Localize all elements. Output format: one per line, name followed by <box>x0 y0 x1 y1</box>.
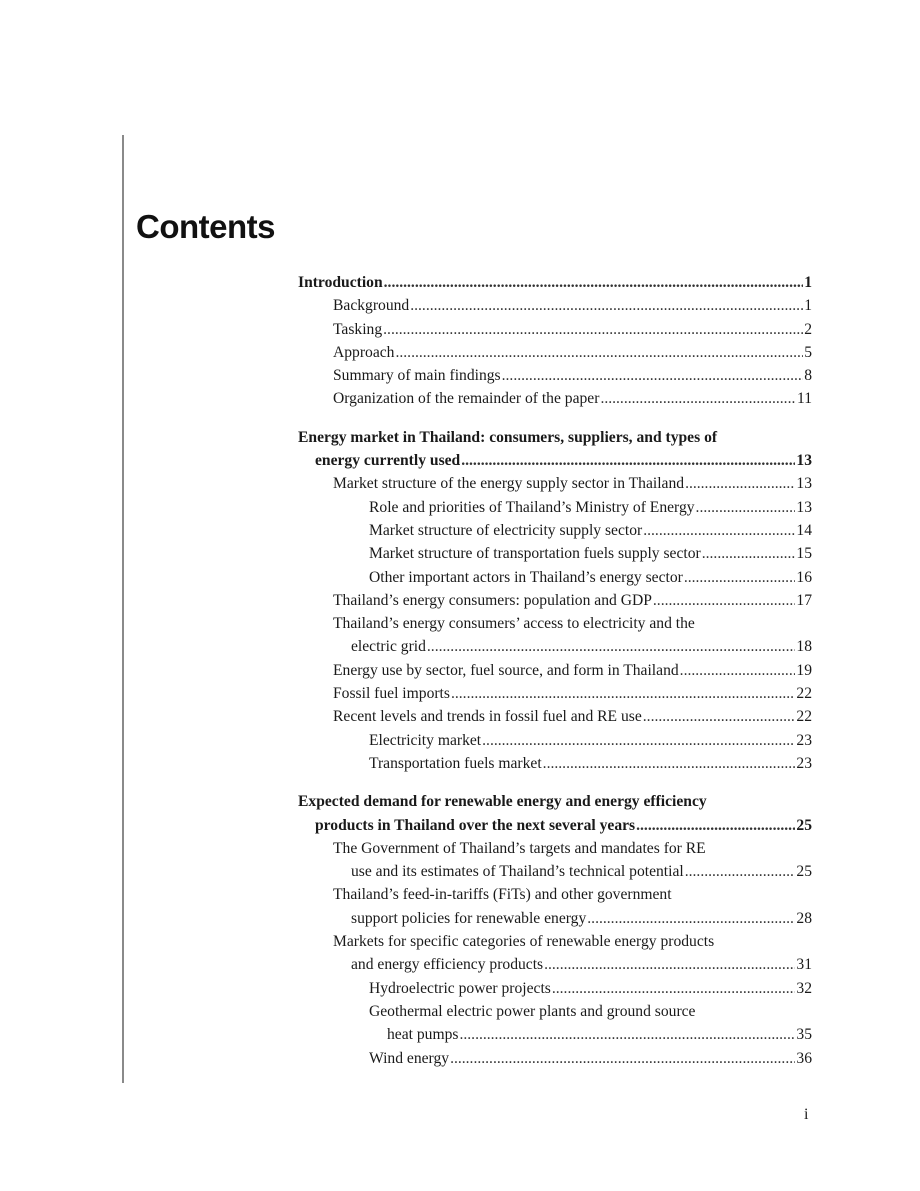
page-number: 5 <box>804 343 812 361</box>
page-folio: i <box>804 1106 809 1123</box>
page-number: 23 <box>796 731 812 749</box>
page-title: Contents <box>136 208 275 245</box>
toc-entry-other-actors[interactable]: Other important actors in Thailand’s energy sector ..... 16 <box>298 566 812 589</box>
toc-entry-summary[interactable]: Summary of main findings ..... 8 <box>298 364 812 387</box>
toc-entry-approach[interactable]: Approach ..... 5 <box>298 341 812 364</box>
toc-entry-organization[interactable]: Organization of the remainder of the paper ..... 11 <box>298 387 812 410</box>
page-number: 14 <box>796 521 812 539</box>
page-number: 16 <box>796 568 812 586</box>
page-number: 13 <box>796 475 812 493</box>
toc-entry-energy-market[interactable]: energy currently used ..... 13 <box>298 449 812 472</box>
toc-section-introduction <box>298 271 812 411</box>
toc-entry-markets[interactable]: and energy efficiency products ..... 31 <box>298 953 812 976</box>
page-number: 17 <box>796 591 812 609</box>
page-number: 1 <box>804 297 812 315</box>
toc-entry-geothermal-line1[interactable]: Geothermal electric power plants and ground source <box>369 1002 696 1020</box>
toc-entry-consumers-population[interactable]: Thailand’s energy consumers: population and GDP ..... 17 <box>298 589 812 612</box>
toc-entry-introduction[interactable]: Introduction ..... 1 <box>298 271 812 294</box>
toc-entry-wind-energy[interactable]: Wind energy ..... 36 <box>298 1047 812 1070</box>
table-of-contents <box>298 271 812 1085</box>
toc-entry-energy-use[interactable]: Energy use by sector, fuel source, and form in Thailand ..... 19 <box>298 659 812 682</box>
page-number: 13 <box>796 452 812 470</box>
page-number: 25 <box>796 863 812 881</box>
toc-entry-geothermal[interactable]: heat pumps ..... 35 <box>298 1023 812 1046</box>
toc-heading-expected-demand-line1[interactable]: Expected demand for renewable energy and energy efficiency <box>298 793 707 811</box>
toc-entry-transport-supply[interactable]: Market structure of transportation fuels supply sector ..... 15 <box>298 542 812 565</box>
toc-entry-targets-line1[interactable]: The Government of Thailand’s targets and mandates for RE <box>333 839 706 857</box>
page-number: 31 <box>796 956 812 974</box>
toc-entry-recent-levels[interactable]: Recent levels and trends in fossil fuel and RE use ..... 22 <box>298 705 812 728</box>
page-number: 32 <box>796 979 812 997</box>
page-number: 11 <box>796 390 812 408</box>
page-number: 2 <box>804 320 812 338</box>
toc-heading-energy-market-line1[interactable]: Energy market in Thailand: consumers, suppliers, and types of <box>298 428 718 446</box>
margin-rule <box>122 135 124 1083</box>
toc-entry-fossil-imports[interactable]: Fossil fuel imports ..... 22 <box>298 682 812 705</box>
toc-section-expected-demand <box>298 790 812 1070</box>
page-number: 19 <box>796 661 812 679</box>
toc-entry-access-line1[interactable]: Thailand’s energy consumers’ access to electricity and the <box>333 615 695 633</box>
page-number: 22 <box>796 708 812 726</box>
page-number: 1 <box>804 274 812 291</box>
page-number: 23 <box>796 754 812 772</box>
toc-entry-expected-demand[interactable]: products in Thailand over the next several years ..... 25 <box>298 814 812 837</box>
toc-entry-background[interactable]: Background ..... 1 <box>298 294 812 317</box>
toc-entry-hydroelectric[interactable]: Hydroelectric power projects ..... 32 <box>298 977 812 1000</box>
toc-entry-transport-market[interactable]: Transportation fuels market ..... 23 <box>298 752 812 775</box>
page-number: 8 <box>804 367 812 385</box>
page-number: 15 <box>796 545 812 563</box>
toc-entry-fits[interactable]: support policies for renewable energy ..... 28 <box>298 907 812 930</box>
toc-entry-targets[interactable]: use and its estimates of Thailand’s technical potential ..... 25 <box>298 860 812 883</box>
toc-entry-access[interactable]: electric grid ..... 18 <box>298 635 812 658</box>
page-number: 25 <box>796 816 812 834</box>
toc-entry-tasking[interactable]: Tasking ..... 2 <box>298 318 812 341</box>
toc-entry-markets-line1[interactable]: Markets for specific categories of renewable energy products <box>333 933 715 951</box>
toc-entry-market-structure[interactable]: Market structure of the energy supply sector in Thailand ..... 13 <box>298 472 812 495</box>
toc-entry-role-priorities[interactable]: Role and priorities of Thailand’s Ministry of Energy ..... 13 <box>298 496 812 519</box>
toc-entry-electricity-supply[interactable]: Market structure of electricity supply sector ..... 14 <box>298 519 812 542</box>
toc-entry-electricity-market[interactable]: Electricity market ..... 23 <box>298 729 812 752</box>
page-number: 18 <box>796 638 812 656</box>
toc-entry-fits-line1[interactable]: Thailand’s feed-in-tariffs (FiTs) and other government <box>333 886 672 904</box>
toc-section-energy-market <box>298 426 812 775</box>
page-number: 28 <box>796 909 812 927</box>
page-number: 36 <box>796 1049 812 1067</box>
page-number: 22 <box>796 685 812 703</box>
page-number: 35 <box>796 1026 812 1044</box>
page-number: 13 <box>796 498 812 516</box>
